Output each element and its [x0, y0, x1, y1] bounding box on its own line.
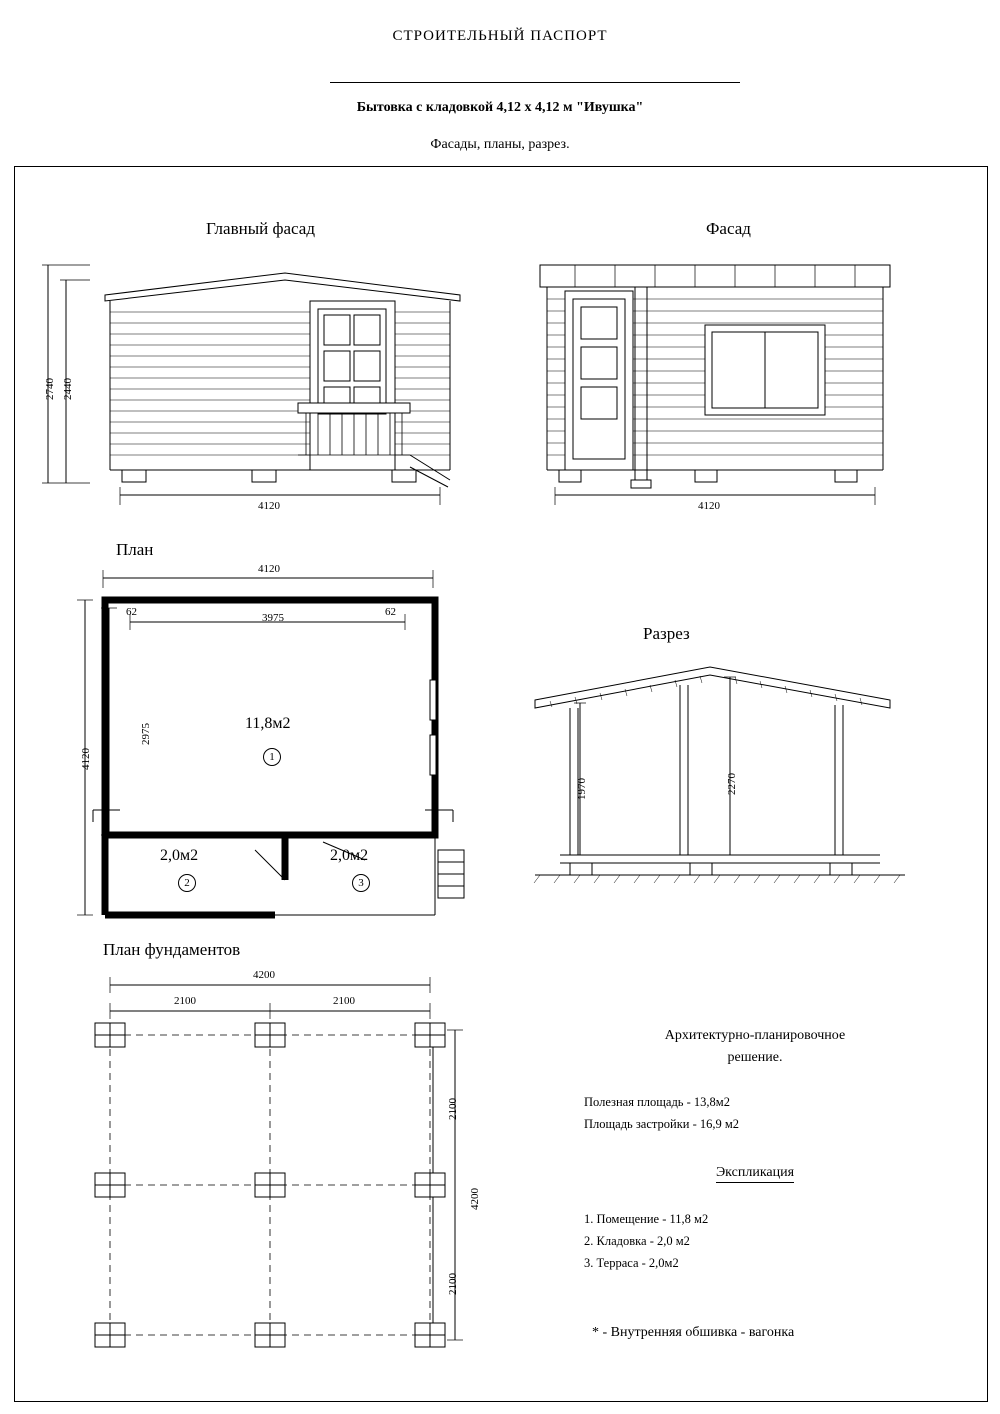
section-title-cut: Разрез [643, 624, 690, 643]
plan-room-2-area: 2,0м2 [160, 847, 199, 864]
foundation-height-top: 2100 [447, 1098, 459, 1120]
explication-title-text: Экспликация [716, 1165, 794, 1183]
explication-item-2: 2. Кладовка - 2,0 м2 [584, 1234, 690, 1248]
section-height-eave: 1970 [576, 778, 588, 800]
main-facade-drawing [100, 255, 460, 505]
plan-wall-right: 62 [385, 606, 396, 618]
plan-room-3-number: 3 [352, 874, 370, 892]
main-facade-width: 4120 [258, 500, 280, 512]
facade-width: 4120 [698, 500, 720, 512]
plan-width-total: 4120 [258, 563, 280, 575]
section-title-main-facade: Главный фасад [206, 219, 315, 238]
area-build: Площадь застройки - 16,9 м2 [584, 1117, 740, 1131]
explication-title [585, 1165, 925, 1183]
page-title: СТРОИТЕЛЬНЫЙ ПАСПОРТ [392, 28, 608, 44]
foundation-width-total: 4200 [253, 969, 275, 981]
foundation-height-total: 4200 [469, 1188, 481, 1210]
foundation-width-right: 2100 [333, 995, 355, 1007]
plan-room-2-number: 2 [178, 874, 196, 892]
section-title-plan: План [116, 540, 154, 559]
main-facade-height-wall: 2440 [62, 378, 74, 400]
explication-item-3: 3. Терраса - 2,0м2 [584, 1256, 679, 1270]
plan-height-total: 4120 [80, 748, 92, 770]
notes-heading-line-1: Архитектурно-планировочное [664, 1028, 846, 1043]
main-facade-height-total: 2740 [44, 378, 56, 400]
area-useful: Полезная площадь - 13,8м2 [584, 1095, 730, 1109]
plan-height-inner: 2975 [140, 723, 152, 745]
facade-drawing [535, 255, 895, 505]
title-divider [330, 82, 740, 83]
section-height-ridge: 2270 [726, 773, 738, 795]
plan-room-1-number: 1 [263, 748, 281, 766]
document-subtitle-1: Бытовка с кладовкой 4,12 х 4,12 м "Ивушка" [356, 100, 644, 115]
plan-width-inner: 3975 [262, 612, 284, 624]
foundation-width-left: 2100 [174, 995, 196, 1007]
plan-room-3-area: 2,0м2 [330, 847, 369, 864]
document-subtitle-2: Фасады, планы, разрез. [430, 137, 570, 152]
plan-room-1-area: 11,8м2 [245, 715, 291, 732]
section-title-foundation: План фундаментов [103, 940, 241, 959]
footnote: * - Внутренняя обшивка - вагонка [592, 1325, 795, 1340]
section-title-facade: Фасад [706, 219, 751, 238]
notes-heading-line-2: решение. [727, 1050, 783, 1065]
plan-wall-left: 62 [126, 606, 137, 618]
foundation-height-bottom: 2100 [447, 1273, 459, 1295]
explication-item-1: 1. Помещение - 11,8 м2 [584, 1212, 709, 1226]
foundation-plan-drawing [85, 965, 485, 1365]
